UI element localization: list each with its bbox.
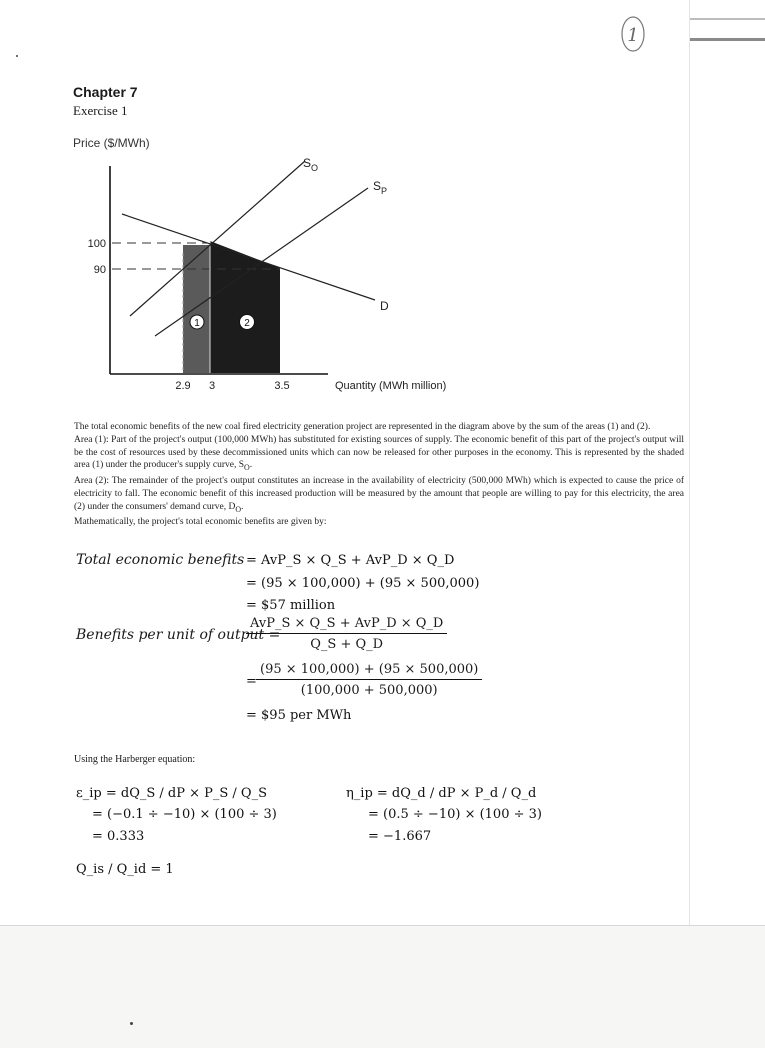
total-benefits-eq-3: = $57 million xyxy=(246,598,336,613)
per-unit-fraction-values xyxy=(256,662,482,698)
x-axis-label: Quantity (MWh million) xyxy=(335,380,447,392)
x-tick-3: 3 xyxy=(208,380,216,392)
supply-demand-chart xyxy=(60,148,480,398)
supply-elasticity-eq-1: ε_ip = dQ_S / dP × P_S / Q_S xyxy=(76,786,267,801)
total-benefits-eq-2: = (95 × 100,000) + (95 × 500,000) xyxy=(246,576,480,591)
y-tick-100: 100 xyxy=(87,238,106,250)
fraction-denominator: (100,000 + 500,000) xyxy=(300,683,438,698)
explanation-text xyxy=(74,421,684,529)
area-1-label: 1 xyxy=(194,318,200,329)
x-tick-3-5: 3.5 xyxy=(274,380,290,392)
area-2-label: 2 xyxy=(244,318,250,329)
per-unit-result: = $95 per MWh xyxy=(246,708,352,723)
y-tick-90: 90 xyxy=(93,264,106,276)
quantity-ratio-eq: Q_is / Q_id = 1 xyxy=(76,862,174,877)
demand-elasticity-eq-2: = (0.5 ÷ −10) × (100 ÷ 3) xyxy=(368,807,542,822)
exercise-heading: Exercise 1 xyxy=(73,103,128,118)
supply-elasticity-eq-2: = (−0.1 ÷ −10) × (100 ÷ 3) xyxy=(92,807,277,822)
paragraph: The total economic benefits of the new coal fired electricity generation project are represented in the diagram above by the sum of the areas (1) and (2). xyxy=(74,422,651,432)
so-curve-label: $S_O$ xyxy=(303,156,319,173)
area-2-shaded xyxy=(210,241,280,373)
fraction-denominator: Q_S + Q_D xyxy=(310,637,384,652)
paragraph: Mathematically, the project's total economic benefits are given by: xyxy=(74,517,327,528)
per-unit-fraction xyxy=(246,616,447,652)
fraction-numerator: AvP_S × Q_S + AvP_D × Q_D xyxy=(246,616,447,634)
page-edge-line xyxy=(689,0,690,925)
page-edge-line xyxy=(690,18,765,20)
fraction-numerator: (95 × 100,000) + (95 × 500,000) xyxy=(256,662,482,680)
scan-speck xyxy=(130,1022,133,1025)
equals-sign: = xyxy=(246,674,257,689)
chapter-heading: Chapter 7 xyxy=(73,84,138,100)
harberger-heading: Using the Harberger equation: xyxy=(74,754,196,765)
page-edge-line xyxy=(690,38,765,41)
scan-speck xyxy=(16,55,18,57)
supply-elasticity-eq-3: = 0.333 xyxy=(92,829,145,844)
x-tick-2-9: 2.9 xyxy=(175,380,191,392)
svg-text:1: 1 xyxy=(627,25,639,46)
sp-curve-label: $S_P$ xyxy=(373,179,388,196)
paragraph: Area (1): Part of the project's output (100,000 MWh) has substituted for existing sources of supply. The economic benefit of this part of the project's output will be the cost of resources used by these decommissioned units which can now be released for other purposes in the economy. This is represented by the shaded area (1) under the producer's supply curve, $S_O$. xyxy=(74,434,684,473)
chart-y-axis-label: Price ($/MWh) xyxy=(73,136,150,150)
paragraph: Area (2): The remainder of the project's output constitutes an increase in the availability of electricity (500,000 MWh) which is expected to cause the price of electricity to fall. The economic benefit of this increased production will be measured by the amount that people are willing to pay for this electricity, the area (2) under the consumers' demand curve, $D_O$. xyxy=(74,476,684,514)
d-curve-label: D xyxy=(380,299,389,313)
per-unit-label: Benefits per unit of output = xyxy=(76,627,281,643)
total-benefits-eq-1: = AvP_S × Q_S + AvP_D × Q_D xyxy=(246,553,455,568)
page-number-marker xyxy=(618,12,648,56)
total-benefits-label: Total economic benefits xyxy=(76,552,245,568)
demand-elasticity-eq-1: η_ip = dQ_d / dP × P_d / Q_d xyxy=(346,786,537,801)
demand-elasticity-eq-3: = −1.667 xyxy=(368,829,432,844)
area-1-shaded xyxy=(183,245,210,373)
